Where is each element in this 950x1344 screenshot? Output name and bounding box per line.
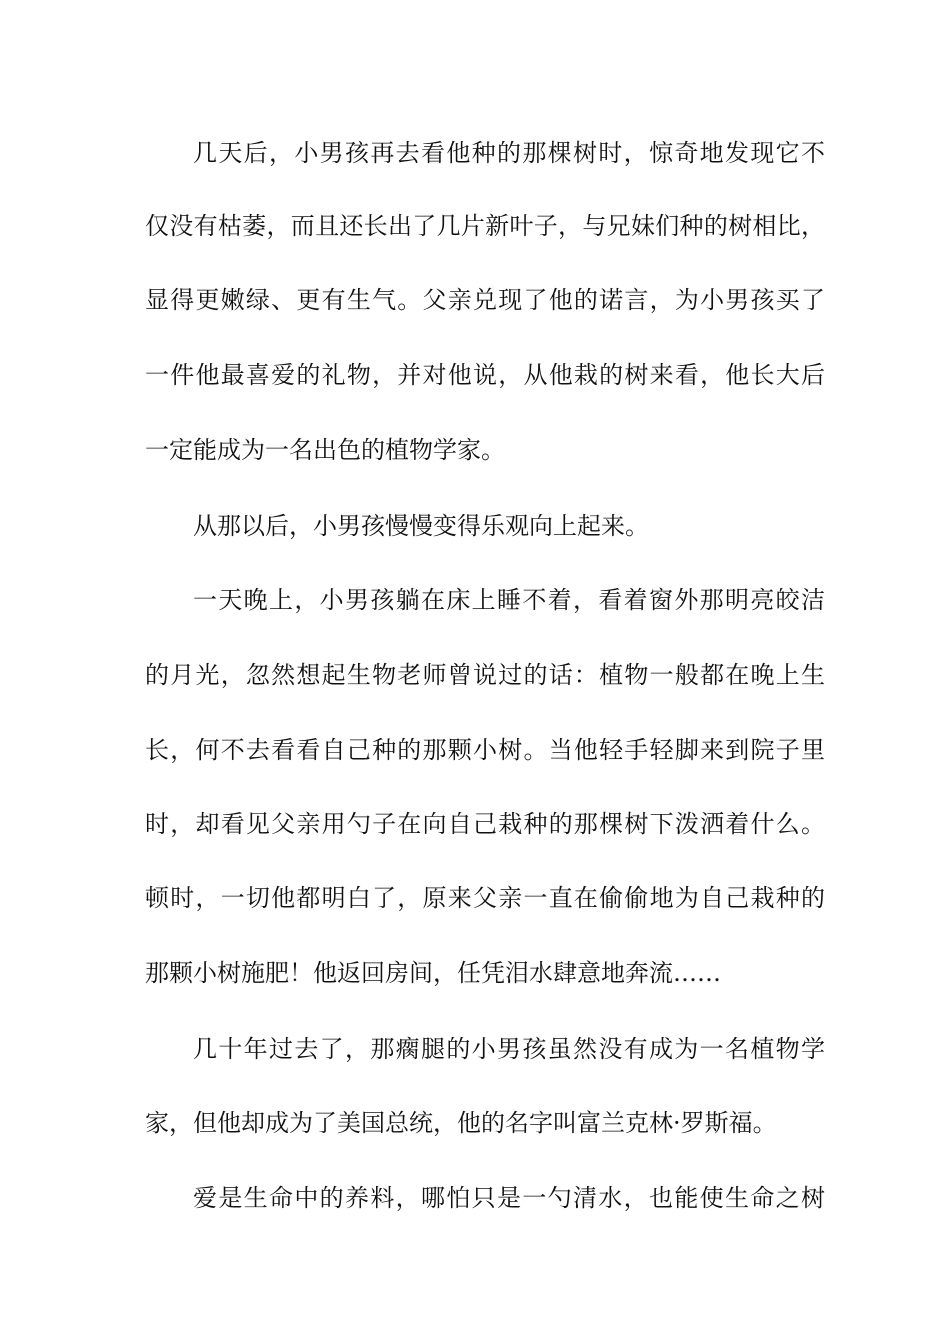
text-line: 家，但他却成为了美国总统，他的名字叫富兰克林·罗斯福。 (145, 1109, 777, 1137)
text-line: 一定能成为一名出色的植物学家。 (145, 436, 505, 464)
text-line: 几天后，小男孩再去看他种的那棵树时，惊奇地发现它不 (193, 139, 825, 167)
text-line: 仅没有枯萎，而且还长出了几片新叶子，与兄妹们种的树相比， (145, 212, 825, 240)
text-line: 几十年过去了，那瘸腿的小男孩虽然没有成为一名植物学 (193, 1035, 825, 1063)
text-line: 那颗小树施肥！他返回房间，任凭泪水肆意地奔流…… (145, 959, 721, 987)
text-line: 显得更嫩绿、更有生气。父亲兑现了他的诺言，为小男孩买了 (145, 286, 825, 314)
text-line: 的月光，忽然想起生物老师曾说过的话：植物一般都在晚上生 (145, 661, 825, 689)
text-line: 从那以后，小男孩慢慢变得乐观向上起来。 (193, 512, 649, 540)
text-line: 爱是生命中的养料，哪怕只是一勺清水，也能使生命之树 (193, 1184, 825, 1212)
text-line: 顿时，一切他都明白了，原来父亲一直在偷偷地为自己栽种的 (145, 884, 825, 912)
text-line: 时，却看见父亲用勺子在向自己栽种的那棵树下泼洒着什么。 (145, 810, 825, 838)
text-line: 一件他最喜爱的礼物，并对他说，从他栽的树来看，他长大后 (145, 361, 825, 389)
text-line: 一天晚上，小男孩躺在床上睡不着，看着窗外那明亮皎洁 (193, 586, 825, 614)
text-line: 长，何不去看看自己种的那颗小树。当他轻手轻脚来到院子里 (145, 736, 825, 764)
